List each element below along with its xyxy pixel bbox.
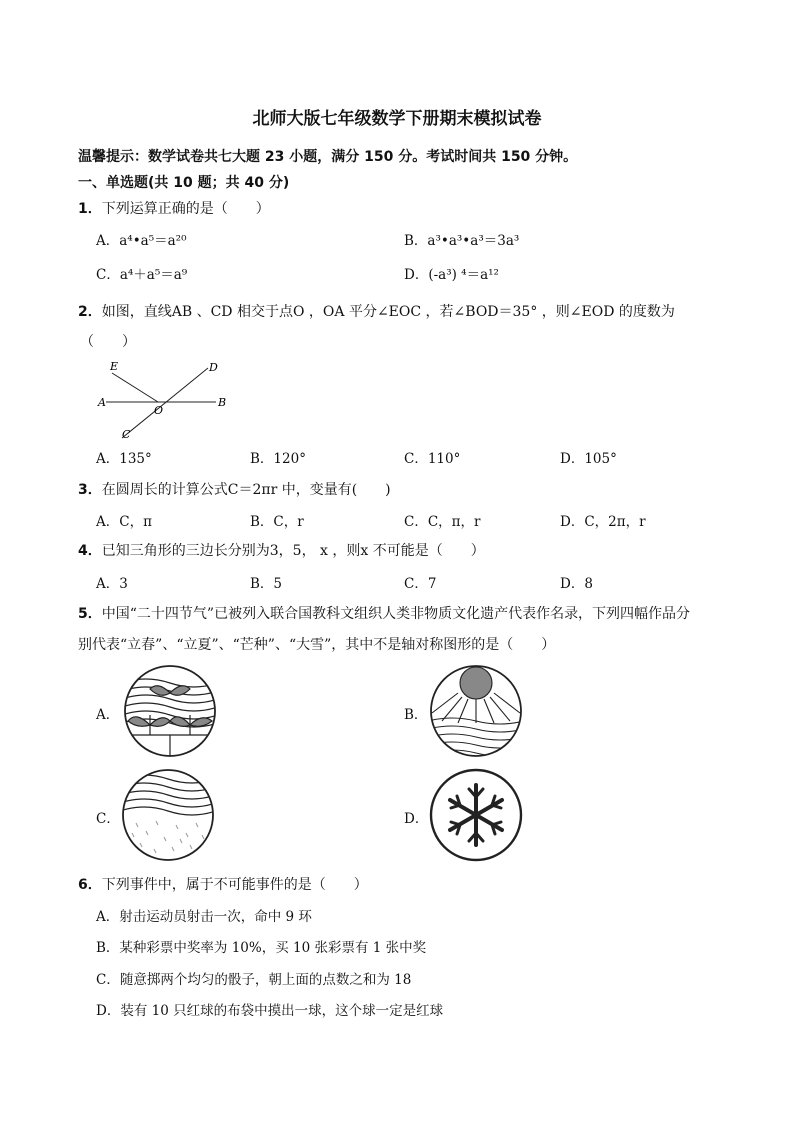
label-b: B bbox=[218, 396, 227, 409]
q1-option-c: C．a⁴＋a⁵＝a⁹ bbox=[96, 267, 188, 283]
q4-option-c: C．7 bbox=[404, 576, 437, 592]
label-a: A bbox=[98, 396, 106, 409]
question-2 bbox=[78, 301, 675, 321]
question-stem: 在圆周长的计算公式C＝2πr 中，变量有( ) bbox=[101, 482, 391, 498]
q3-option-d: D．C，2π，r bbox=[560, 514, 646, 530]
question-5 bbox=[78, 603, 690, 623]
line-cd bbox=[122, 368, 208, 438]
label-c: C bbox=[122, 428, 131, 441]
q2-option-c: C．110° bbox=[404, 451, 461, 467]
question-3 bbox=[78, 479, 391, 499]
q5-option-a: A． bbox=[96, 707, 120, 723]
label-e: E bbox=[110, 360, 119, 373]
snowflake-emblem-image bbox=[428, 767, 524, 863]
q5-option-d: D． bbox=[404, 811, 429, 827]
sun-over-water-emblem-image bbox=[428, 663, 524, 759]
q3-option-c: C．C，π，r bbox=[404, 514, 481, 530]
question-number: 6． bbox=[78, 877, 102, 893]
q4-option-d: D．8 bbox=[560, 576, 593, 592]
q3-option-a: A．C，π bbox=[96, 514, 152, 530]
q2-option-a: A．135° bbox=[96, 451, 152, 467]
label-o: O bbox=[154, 404, 164, 417]
question-stem: 下列运算正确的是（ ） bbox=[101, 201, 270, 217]
sprout-emblem-image bbox=[122, 663, 218, 759]
question-number: 2． bbox=[78, 304, 102, 320]
section-heading: 一、单选题(共 10 题；共 40 分) bbox=[78, 175, 290, 191]
question-number: 1． bbox=[78, 201, 102, 217]
question-number: 3． bbox=[78, 482, 102, 498]
question-5-line-2: 别代表“立春”、“立夏”、“芒种”、“大雪”，其中不是轴对称图形的是（ ） bbox=[78, 637, 556, 653]
question-stem: 已知三角形的三边长分别为3，5， x ，则x 不可能是（ ） bbox=[101, 543, 485, 559]
q4-option-b: B．5 bbox=[250, 576, 283, 592]
q2-option-d: D．105° bbox=[560, 451, 617, 467]
q6-option-b: B．某种彩票中奖率为 10%，买 10 张彩票有 1 张中奖 bbox=[96, 940, 427, 956]
notice: 温馨提示：数学试卷共七大题 23 小题，满分 150 分。考试时间共 150 分钟。 bbox=[78, 149, 578, 165]
question-4 bbox=[78, 540, 485, 560]
question-6 bbox=[78, 874, 368, 894]
q3-option-b: B．C，r bbox=[250, 514, 304, 530]
q6-option-a: A．射击运动员射击一次，命中 9 环 bbox=[96, 909, 312, 925]
question-number: 5． bbox=[78, 606, 102, 622]
q5-option-c: C． bbox=[96, 811, 120, 827]
label-d: D bbox=[209, 361, 218, 374]
question-stem: 中国“二十四节气”已被列入联合国教科文组织人类非物质文化遗产代表作名录，下列四幅作品分 bbox=[101, 606, 691, 622]
question-stem: 如图，直线AB 、CD 相交于点O ，OA 平分∠EOC ，若∠BOD＝35° ，则∠EOD 的度数为 bbox=[101, 304, 675, 320]
q6-option-c: C．随意掷两个均匀的骰子，朝上面的点数之和为 18 bbox=[96, 972, 412, 988]
q6-option-d: D．装有 10 只红球的布袋中摸出一球，这个球一定是红球 bbox=[96, 1003, 444, 1019]
question-stem: 下列事件中，属于不可能事件的是（ ） bbox=[101, 877, 368, 893]
waves-grain-emblem-image bbox=[120, 767, 216, 863]
question-number: 4． bbox=[78, 543, 102, 559]
q2-line-figure bbox=[96, 358, 236, 442]
question-1 bbox=[78, 198, 270, 218]
ray-oe bbox=[112, 373, 158, 402]
q2-option-b: B．120° bbox=[250, 451, 306, 467]
q1-option-d: D．(-a³) ⁴＝a¹² bbox=[404, 267, 499, 283]
q4-option-a: A．3 bbox=[96, 576, 128, 592]
q1-option-b: B．a³•a³•a³＝3a³ bbox=[404, 233, 520, 249]
q1-option-a: A．a⁴•a⁵＝a²⁰ bbox=[96, 233, 187, 249]
q5-option-b: B． bbox=[404, 707, 428, 723]
page-title: 北师大版七年级数学下册期末模拟试卷 bbox=[252, 109, 542, 129]
q2-answer-paren: （ ） bbox=[80, 334, 136, 350]
